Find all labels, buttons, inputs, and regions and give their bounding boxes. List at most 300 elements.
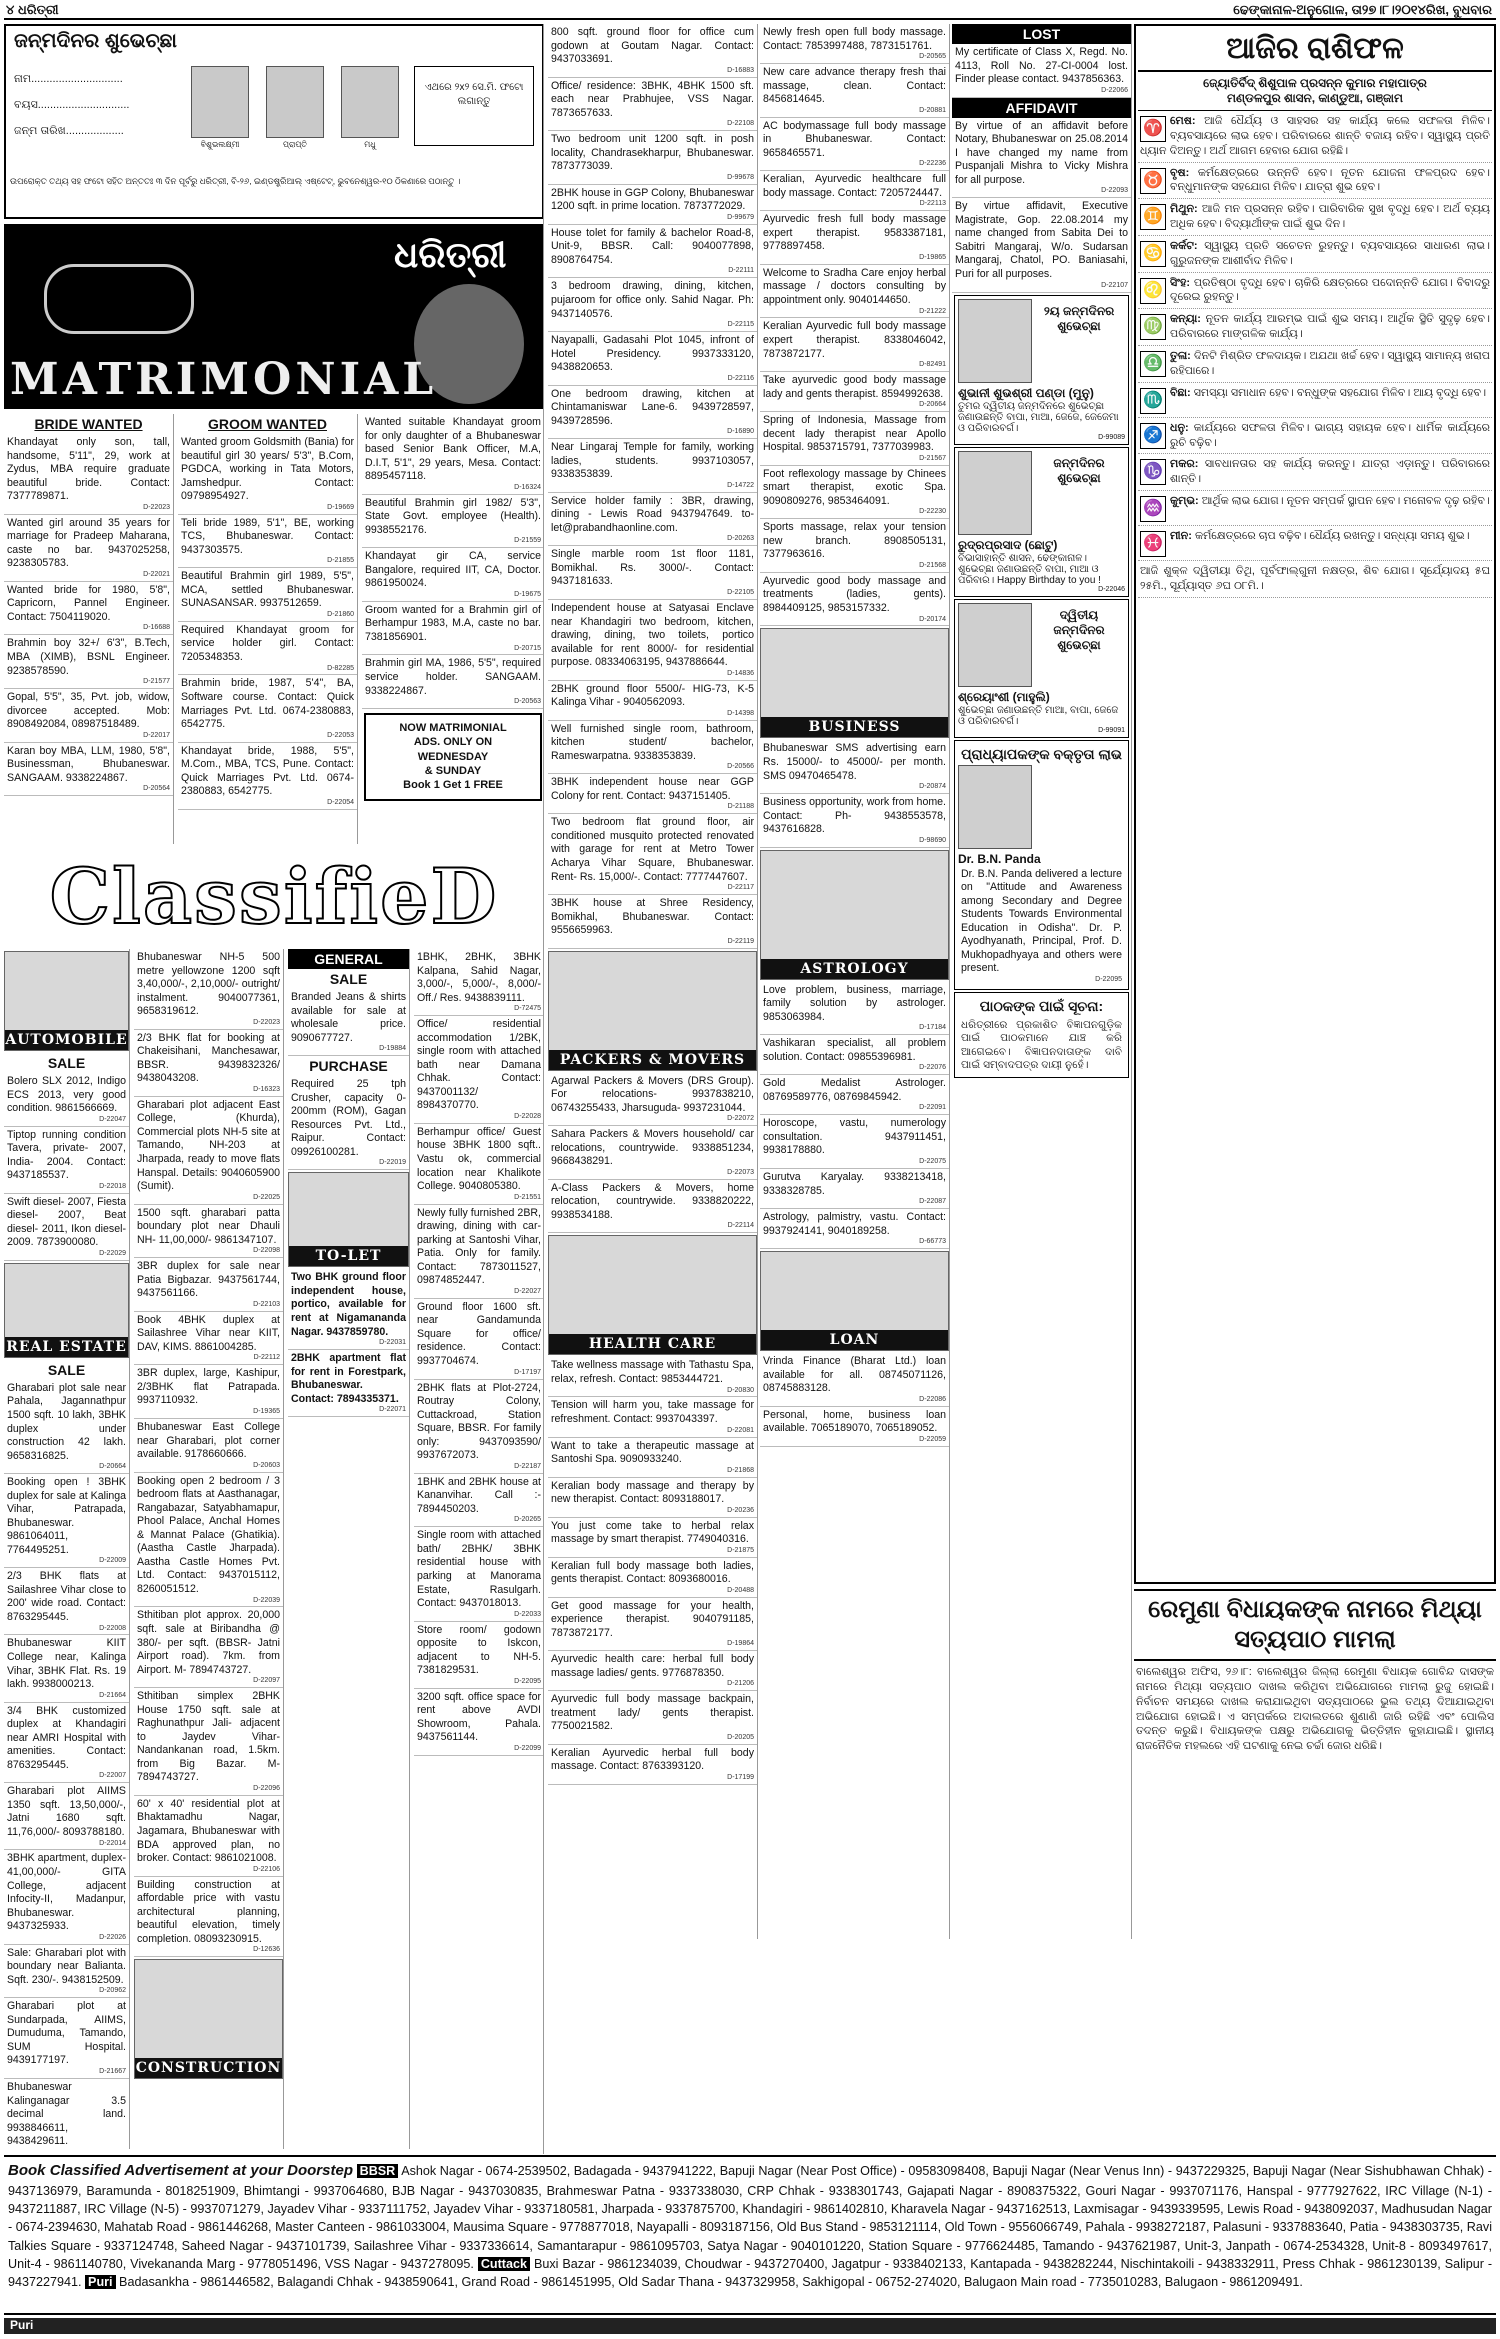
classified-ad bbox=[288, 1076, 409, 1170]
ad-text: Two bedroom flat ground floor, air conditioned musquito protected renovated with garage for rent at Metro Tower Acharya Vihar Square, Bhubaneswar. Rent- Rs. 15,000/-. Contact: 7777447607. bbox=[551, 816, 754, 883]
classified-ad bbox=[548, 721, 757, 775]
matrimonial-banner bbox=[4, 224, 544, 409]
classified-ad bbox=[548, 131, 757, 185]
classified-ad bbox=[362, 655, 544, 709]
zodiac-wheel-image bbox=[760, 850, 949, 980]
ad-text: Teli bride 1989, 5'1", BE, working TCS, Bhubaneswar. Contact: 9437303575. bbox=[181, 516, 354, 556]
ad-text: Vrinda Finance (Bharat Ltd.) loan available for all. 08745071126, 08745883128. bbox=[763, 1355, 946, 1395]
bottom-strip bbox=[4, 2318, 1496, 2334]
classified-ad bbox=[760, 794, 949, 848]
classified-ad bbox=[414, 1474, 544, 1528]
classified-ad bbox=[548, 600, 757, 681]
ad-text: Vashikaran specialist, all problem solution. Contact: 09855396981. bbox=[763, 1037, 946, 1063]
ad-text: Sthitiban simplex 2BHK House 1750 sqft. sale at Raghunathpur Jali- adjacent to Jaydev Vihar- Nandankanan road, 1.5km. from Big Bazar. M- 7894743727. bbox=[137, 1690, 280, 1784]
zodiac-icon: ♊ bbox=[1140, 204, 1166, 230]
ad-code: D-22093 bbox=[1101, 187, 1128, 195]
ad-code: D-22091 bbox=[919, 1104, 946, 1112]
ad-text: Independent house at Satyasai Enclave near Khandagiri two bedroom, kitchen, drawing, dining, two toilets, portico available for rent 8000/- for residential purpose. 08334063195, 9437886644. bbox=[551, 601, 754, 669]
ad-code: D-99091 bbox=[1098, 726, 1125, 734]
business-label: BUSINESS bbox=[761, 717, 948, 737]
ad-text: 3BHK apartment, duplex- 41,00,000/- GITA College, adjacent Infocity-II, Madanpur, Bhubaneswar. 9437325933. bbox=[7, 1852, 126, 1933]
ad-text: Single marble room 1st floor 1181, Bomikhal. Rs. 3000/-. Contact: 9437181633. bbox=[551, 548, 754, 588]
ad-code: D-22103 bbox=[253, 1300, 280, 1308]
classified-ad bbox=[760, 1115, 949, 1169]
ad-code: D-22095 bbox=[514, 1677, 541, 1685]
principal-body: Dr. B.N. Panda delivered a lecture on "Attitude and Awareness among Secondary and Degree Students Towards Environmental Education in Odisha". Dr. P. Ayodhyanath, Principal, Prof. D. Mukhopadhyaya and others were present. bbox=[961, 867, 1122, 975]
matrimonial-title: MATRIMONIAL bbox=[10, 354, 438, 405]
rentals-column bbox=[548, 24, 758, 1939]
classified-ad bbox=[760, 265, 949, 319]
classified-ad bbox=[134, 1030, 283, 1097]
ad-code: D-22025 bbox=[253, 1193, 280, 1201]
classified-ad bbox=[4, 635, 173, 689]
ad-code: D-22230 bbox=[919, 508, 946, 516]
ad-code: D-21855 bbox=[327, 557, 354, 565]
ad-code: D-21188 bbox=[727, 803, 754, 811]
zodiac-icon: ♉ bbox=[1140, 168, 1166, 194]
ad-code: D-22026 bbox=[99, 1933, 126, 1941]
classified-ad bbox=[548, 278, 757, 332]
ad-code: D-20205 bbox=[727, 1733, 754, 1741]
classified-ad bbox=[414, 1622, 544, 1689]
drum-illustration bbox=[44, 264, 194, 334]
ad-text: Ayurvedic fresh full body massage expert therapist. 9583387181, 9778897458. bbox=[763, 213, 946, 253]
child-photo bbox=[958, 451, 1032, 535]
ad-text: Tension will harm you, take massage for refreshment. Contact: 9937043397. bbox=[551, 1399, 754, 1426]
services-column bbox=[760, 24, 950, 1939]
puri-centres: Badasankha - 9861446582, Balagandi Chhak - 9438590641, Grand Road - 9861451995, Old Sadar Thana - 9437329958, Sakhigopal - 06752-274020, Balugaon Main road - 7735010283, Balugaon - 9861209491. bbox=[119, 2275, 1303, 2289]
classified-ad bbox=[134, 1258, 283, 1312]
stethoscope-image bbox=[548, 1235, 757, 1355]
ad-text: Gharabari plot adjacent East College, (Khurda), Commercial plots NH-5 site at Tamando, NH-203 at Jharpada, ready to move flats Hanspal. Details: 9040605900 (Sumit). bbox=[137, 1098, 280, 1193]
wish-text: ଶୁଭେଚ୍ଛା ଜଣାଉଛନ୍ତି ମାଆ, ବାପା, ଜେଜେ ଓ ପରିବାରବର୍ଗ। bbox=[958, 704, 1119, 727]
ad-text: Horoscope, vastu, numerology consultation. 9437911451, 9938178880. bbox=[763, 1117, 946, 1157]
left-section bbox=[4, 24, 544, 2154]
ad-text: Beautiful Brahmin girl 1982/ 5'3", State Govt. employee (Health). 9938552176. bbox=[365, 496, 541, 536]
zodiac-icon: ♋ bbox=[1140, 241, 1166, 267]
ad-code: D-22113 bbox=[919, 200, 946, 208]
principal-caption: Dr. B.N. Panda bbox=[958, 851, 1041, 866]
bride-wanted-heading: BRIDE WANTED bbox=[34, 416, 143, 432]
classified-ad bbox=[362, 548, 544, 602]
ad-code: D-72475 bbox=[514, 1005, 541, 1013]
classified-ad bbox=[548, 1357, 757, 1397]
ad-text: AC bodymassage full body massage in Bhubaneswar. Contact: 9658465571. bbox=[763, 119, 946, 159]
sign-name: ସିଂହ: bbox=[1170, 276, 1191, 289]
classified-ad bbox=[760, 372, 949, 412]
ad-code: D-22023 bbox=[143, 503, 170, 511]
wish-text: ବିଭାସାହାନ୍ତି ଶାସନ, ଢେଙ୍କାନାଳ। ଶୁଭେଚ୍ଛା ଜଣାଉଛନ୍ତି ବାପା, ମାଆ ଓ ପରିବାର। Happy Birthday to you ! bbox=[958, 552, 1101, 586]
classified-ad bbox=[548, 1397, 757, 1437]
sign-name: ମକର: bbox=[1170, 458, 1199, 471]
ad-text: Want to take a therapeutic massage at Santoshi Spa. 9090933240. bbox=[551, 1439, 754, 1466]
zodiac-icon: ♐ bbox=[1140, 423, 1166, 449]
ad-code: D-21577 bbox=[143, 678, 170, 686]
matrimonial-columns bbox=[4, 414, 544, 844]
ad-text: 3BHK house at Shree Residency, Bomikhal, Bhubaneswar. Contact: 9556659963. bbox=[551, 897, 754, 937]
ad-code: D-20664 bbox=[99, 1463, 126, 1471]
photo-caption: ମଧୁ bbox=[364, 140, 376, 149]
classified-ad bbox=[548, 1478, 757, 1518]
ad-text: Office/ residence: 3BHK, 4BHK 1500 sft. each near Prabhujee, VSS Nagar. 7873657633. bbox=[551, 79, 754, 119]
classified-ad bbox=[134, 1473, 283, 1608]
classified-ad bbox=[760, 1035, 949, 1075]
ad-text: 2/3 BHK flats at Sailashree Vihar close to 200' wide road. Contact: 8763295445. bbox=[7, 1570, 126, 1623]
classified-ad bbox=[362, 602, 544, 656]
ad-code: D-22087 bbox=[919, 1198, 946, 1206]
ad-code: D-16890 bbox=[727, 428, 754, 436]
loan-label: LOAN bbox=[761, 1330, 948, 1350]
lost-heading: LOST bbox=[952, 24, 1131, 44]
zodiac-sign-entry bbox=[1138, 383, 1492, 418]
notice-line: Book 1 Get 1 FREE bbox=[403, 779, 503, 792]
ad-text: Gold Medalist Astrologer. 08769589776, 08769845942. bbox=[763, 1077, 946, 1103]
notice-line: NOW MATRIMONIAL bbox=[399, 722, 507, 735]
news-body: ବାଲେଶ୍ୱର ଅଫିସ, ୨୬।୮: ବାଲେଶ୍ୱର ଜିଲ୍ଲା ରେମୁଣା ବିଧାୟକ ଗୋବିନ୍ଦ ଦାସଙ୍କ ନାମରେ ମିଥ୍ୟା ସତ୍ୟପାଠ ଦାଖଲ କରିଥିବା ଅଭିଯୋଗରେ ମାମଲା ରୁଜୁ ହୋଇଛି। ନିର୍ବାଚନ ସମୟରେ ଦାଖଲ କରାଯାଇଥିବା ସତ୍ୟପାଠରେ ଭୁଲ ତଥ୍ୟ ଦିଆଯାଇଥିବା ଅଭିଯୋଗ ହୋଇଛି। ଏ ସମ୍ପର୍କରେ ଅଦାଲତରେ ଶୁଣାଣି ଜାରି ରହିଛି ଏବଂ ପୋଲିସ ତଦନ୍ତ କରୁଛି। ବିଧାୟକଙ୍କ ପକ୍ଷରୁ ଅଭିଯୋଗକୁ ଭିତ୍ତିହୀନ କୁହାଯାଇଛି। ସ୍ଥାନୀୟ ରାଜନୈତିକ ମହଲରେ ଏହି ଘଟଣାକୁ ନେଇ ଚର୍ଚ୍ଚା ଜୋର ଧରିଛି। bbox=[1136, 1666, 1494, 1753]
general-heading: GENERAL bbox=[288, 949, 409, 969]
ad-text: Store room/ godown opposite to Iskcon, adjacent to NH-5. 7381829531. bbox=[417, 1623, 541, 1677]
ad-code: D-20566 bbox=[727, 763, 754, 771]
classified-ad bbox=[760, 211, 949, 265]
ad-code: D-20603 bbox=[253, 1461, 280, 1469]
ad-text: Ayurvedic full body massage backpain, treatment lady/ gents therapist. 7750021582. bbox=[551, 1693, 754, 1733]
ad-text: 3200 sqft. office space for rent above AVDI Showroom, Pahala. 9437561144. bbox=[417, 1690, 541, 1744]
birthday-form-title: ଜନ୍ମଦିନର ଶୁଭେଚ୍ଛା bbox=[14, 30, 177, 52]
ad-code: D-22071 bbox=[379, 1406, 406, 1414]
ad-code: D-20881 bbox=[919, 106, 946, 114]
right-section bbox=[1134, 24, 1496, 2154]
classified-ad bbox=[134, 1688, 283, 1796]
sign-prediction: ଆଜି ଧୈର୍ଯ୍ୟ ଓ ସାହସର ସହ କାର୍ଯ୍ୟ କଲେ ସଫଳତା ମିଳିବ। ବ୍ୟବସାୟରେ ଲାଭ ହେବ। ପରିବାରରେ ଶାନ୍ତି ବଜାୟ ରହିବ। ସ୍ୱାସ୍ଥ୍ୟ ପ୍ରତି ଧ୍ୟାନ ଦିଅନ୍ତୁ। ଅର୍ଥ ଆଗମ ହେବାର ଯୋଗ ରହିଛି। bbox=[1140, 115, 1490, 157]
ad-text: 2BHK flats at Plot-2724, Routray Colony, Cuttackroad, Station Square, BBSR. For family only: 9437093590/ 9937672073. bbox=[417, 1381, 541, 1462]
astrologer-credit bbox=[1138, 72, 1492, 111]
ad-text: Booking open 2 bedroom / 3 bedroom flats at Aasthanagar, Rangabazar, Satyabhamapur, Phool Palace, Anchal Homes & Mannat Palace (Ghatikia). (Aastha Castle Jharpada). Aastha Castle Homes Pvt. Ltd. Contact: 9437015112, 8260051512. bbox=[137, 1474, 280, 1595]
truck-image bbox=[548, 951, 757, 1071]
ad-text: 3/4 BHK customized duplex at Khandagiri near AMRI Hospital with amenities. Contact: 8763295445. bbox=[7, 1704, 126, 1771]
zodiac-icon: ♑ bbox=[1140, 459, 1166, 485]
ad-text: Two bedroom unit 1200 sqft. in posh locality, Chandrasekharpur, Bhubaneswar. 7873773039. bbox=[551, 133, 754, 173]
tolet-column bbox=[414, 949, 544, 2149]
birthday-form-note: ଉପରୋକ୍ତ ତଥ୍ୟ ସହ ଫଟୋ ସହିତ ଅନ୍ତତଃ ୩ ଦିନ ପୂର୍ବରୁ ଧରିତ୍ରୀ, ବି-୨୬, ଇଣ୍ଡଷ୍ଟ୍ରିଆଲ୍ ଏଷ୍ଟେଟ୍, ଭୁବନେଶ୍ୱର-୧୦ ଠିକଣାରେ ପଠାନ୍ତୁ । bbox=[10, 176, 461, 186]
ad-text: Swift diesel- 2007, Fiesta diesel- 2007, Beat diesel- 2011, Ikon diesel- 2009. 7873900080. bbox=[7, 1195, 126, 1249]
classified-ad bbox=[952, 198, 1131, 292]
ad-code: D-20962 bbox=[99, 1987, 126, 1995]
groom-wanted-column bbox=[178, 414, 358, 844]
classified-ad bbox=[760, 24, 949, 64]
notice-line: & SUNDAY bbox=[424, 764, 482, 777]
money-image bbox=[760, 1251, 949, 1351]
classified-ad bbox=[548, 895, 757, 949]
ad-text: House tolet for family & bachelor Road-8, Unit-9, BBSR. Call: 9040077898, 8908764754. bbox=[551, 226, 754, 266]
affidavit-heading: AFFIDAVIT bbox=[952, 98, 1131, 118]
ad-text: Groom wanted for a Brahmin girl of Berhampur 1983, M.A, caste no bar. 7381856901. bbox=[365, 603, 541, 643]
classified-ad bbox=[414, 1689, 544, 1756]
ad-text: Booking open ! 3BHK duplex for sale at Kalinga Vihar, Patrapada, Bhubaneswar. 9861064011, 7764495251. bbox=[7, 1476, 126, 1556]
classified-ad bbox=[760, 1353, 949, 1407]
zodiac-sign-entry bbox=[1138, 418, 1492, 455]
photo-caption: ବିଶୁଭଲକ୍ଷ୍ମୀ bbox=[200, 140, 240, 149]
classified-ad bbox=[178, 675, 357, 742]
notice-line: ADS. ONLY ON bbox=[413, 736, 493, 749]
classified-ad bbox=[548, 1126, 757, 1180]
ad-code: D-20564 bbox=[143, 785, 170, 793]
wish-title: ୨ୟ ଜନ୍ମଦିନର ଶୁଭେଚ୍ଛା bbox=[1043, 303, 1115, 333]
booking-centres-footer bbox=[4, 2155, 1496, 2315]
ad-text: Wanted groom Goldsmith (Bania) for beautiful girl 30 years/ 5'3", B.Com, PGDCA, working in Tata Motors, Jamshedpur. Contact: 09798954927. bbox=[181, 436, 354, 503]
ad-text: 2/3 BHK flat for booking at Chakeisihani, Manchesawar, BBSR. 9439832326/ 9438043208. bbox=[137, 1031, 280, 1085]
classified-ad bbox=[178, 568, 357, 622]
classified-ad bbox=[4, 1850, 129, 1944]
ad-code: D-19884 bbox=[379, 1045, 406, 1053]
classified-ad bbox=[760, 412, 949, 466]
ad-text: Single room with attached bath/ 2BHK/ 3BHK residential house with parking at Manorama Estate, Rasulgarh. Contact: 9437018013. bbox=[417, 1529, 541, 1610]
ad-text: Gharabari plot sale near Pahala, Jagannathpur 1500 sqft. 10 lakh, 3BHK duplex under construction 42 lakh. 9658316825. bbox=[7, 1381, 126, 1462]
ad-text: Sthitiban plot approx. 20,000 sqft. sale at Biribandha @ 380/- per sqft. (BBSR- Jatni Airport road). 7km. from Airport. M- 7894743727. bbox=[137, 1609, 280, 1676]
ad-code: D-22029 bbox=[99, 1249, 126, 1257]
automobile-label: AUTOMOBILE bbox=[5, 1032, 128, 1048]
sign-name: ଧନୁ: bbox=[1170, 421, 1189, 434]
ad-code: D-17199 bbox=[727, 1774, 754, 1782]
photo-placeholder-box: ଏଥରେ ୨x୨ ସେ.ମି. ଫଟୋ ଲଗାନ୍ତୁ bbox=[414, 66, 534, 146]
ad-code: D-16688 bbox=[143, 624, 170, 632]
ad-text: Astrology, palmistry, vastu. Contact: 9937924141, 9040189258. bbox=[763, 1211, 946, 1237]
reader-notice bbox=[954, 992, 1129, 1078]
ad-text: Bhubaneswar KIIT College near, Kalinga Vihar, 3BHK Flat. Rs. 19 lakh. 9938000213. bbox=[7, 1637, 126, 1691]
zodiac-sign-entry bbox=[1138, 163, 1492, 200]
classified-ad bbox=[414, 1527, 544, 1621]
astrologer-name: ଜ୍ୟୋତିର୍ବିଦ୍ ଶିଶୁପାଳ ପ୍ରସନ୍ନ କୁମାର ମହାପାତ୍ର bbox=[1203, 76, 1427, 90]
sign-prediction: କର୍ମକ୍ଷେତ୍ରରେ ଉନ୍ନତି ହେବ। ନୂତନ ଯୋଜନା ଫଳପ୍ରଦ ହେବ। ବନ୍ଧୁମାନଙ୍କ ସହଯୋଗ ମିଳିବ। ଯାତ୍ରା ଶୁଭ ହେବ। bbox=[1170, 166, 1490, 194]
ad-text: 3BR duplex for sale near Patia Bigbazar. 9437561744, 9437561166. bbox=[137, 1260, 280, 1300]
ad-text: 1500 sqft. gharabari patta boundary plot near Dhauli NH- 11,00,000/- 9861347107. bbox=[137, 1206, 280, 1246]
principal-text bbox=[958, 866, 1125, 986]
wish-text: ତୁମର ଦ୍ୱିତୀୟ ଜନ୍ମଦିନରେ ଶୁଭେଚ୍ଛା ଜଣାଉଛନ୍ତି ବାପା, ମାଆ, ଜେଜେ, ଜେଜେମା ଓ ପରିବାରବର୍ଗ। bbox=[958, 400, 1119, 434]
classified-ad bbox=[760, 171, 949, 211]
ad-code: D-22096 bbox=[253, 1784, 280, 1792]
ad-text: Required 25 tph Crusher, capacity 0-200mm (ROM), Gagan Resources Pvt. Ltd., Raipur. Contact: 09926100281. bbox=[291, 1078, 406, 1158]
ad-code: D-22116 bbox=[727, 374, 754, 382]
classified-ad bbox=[178, 743, 357, 810]
news-story bbox=[1134, 1589, 1496, 2149]
ad-code: D-22059 bbox=[919, 1435, 946, 1443]
ad-text: Newly fully furnished 2BR, drawing, dining with car-parking at Santoshi Vihar, Patia. Only for family. Contact: 7873011527, 09874852447. bbox=[417, 1206, 541, 1287]
car-image bbox=[4, 951, 129, 1051]
sign-name: କୁମ୍ଭ: bbox=[1170, 495, 1199, 508]
ad-text: Beautiful Brahmin girl 1989, 5'5", MCA, settled Bhubaneswar. SUNASANSAR. 9937512659. bbox=[181, 570, 354, 610]
classified-ad bbox=[952, 118, 1131, 199]
sign-name: କନ୍ୟା: bbox=[1170, 313, 1201, 326]
classified-ad bbox=[178, 434, 357, 515]
ad-code: D-99678 bbox=[727, 173, 754, 181]
classified-ad bbox=[4, 1703, 129, 1784]
classified-ad bbox=[760, 1407, 949, 1447]
property-column bbox=[134, 949, 284, 2149]
ad-text: Bhubaneswar NH-5 500 metre yellowzone 1200 sqft 3,40,000/-, 2,10,000/- outright/ instalment. 9040077361, 9658319612. bbox=[137, 951, 280, 1018]
automobile-realestate-column bbox=[4, 949, 130, 2149]
classified-ad bbox=[134, 1877, 283, 1958]
ad-code: D-22073 bbox=[727, 1168, 754, 1176]
classified-banner: ClassifieD bbox=[4, 849, 544, 945]
ad-code: D-22019 bbox=[379, 1159, 406, 1167]
ad-text: Office/ residential accommodation 1/2BK, single room with attached bath near Damana Chhak. Contact: 9437001132/ 8984370770. bbox=[417, 1018, 541, 1112]
ad-code: D-22017 bbox=[143, 731, 170, 739]
photo-caption: ପ୍ରାପ୍ତି bbox=[282, 140, 308, 149]
ad-text: Building construction at affordable price with vastu architectural planning, beautiful elevation, timely completion. 08093230915. bbox=[137, 1878, 280, 1945]
zodiac-icon: ♍ bbox=[1140, 314, 1166, 340]
page-header bbox=[4, 0, 1496, 20]
ad-text: Tiptop running condition Tavera, private- 2007, India- 2004. Contact: 9437185537. bbox=[7, 1128, 126, 1182]
classified-ad bbox=[414, 1205, 544, 1299]
birthday-form-fields bbox=[14, 66, 184, 144]
ad-code: D-22095 bbox=[1095, 975, 1122, 983]
wish-title: ଦ୍ୱିତୀୟ ଜନ୍ମଦିନର ଶୁଭେଚ୍ଛା bbox=[1053, 607, 1105, 652]
classified-ad bbox=[548, 774, 757, 814]
classified-ad bbox=[760, 64, 949, 118]
ad-code: D-22046 bbox=[1098, 585, 1125, 593]
classified-ad bbox=[760, 466, 949, 520]
ad-code: D-21860 bbox=[327, 610, 354, 618]
page-number: ୪ ଧରିତ୍ରୀ bbox=[6, 2, 59, 17]
birthday-wish bbox=[954, 295, 1129, 445]
classified-ad bbox=[548, 24, 757, 78]
classified-ad bbox=[4, 1568, 129, 1635]
ad-text: Gharabari plot at Sundarpada, AIIMS, Dumuduma, Tamando, SUM Hospital. 9439177197. bbox=[7, 2000, 126, 2067]
ad-code: D-22097 bbox=[253, 1677, 280, 1685]
ad-code: D-20715 bbox=[514, 644, 541, 652]
wish-title: ଜନ୍ମଦିନର ଶୁଭେଚ୍ଛା bbox=[1053, 455, 1105, 485]
classified-ad bbox=[760, 118, 949, 172]
child-photo bbox=[266, 66, 324, 138]
child-photo bbox=[191, 66, 249, 138]
classified-ad bbox=[134, 1419, 283, 1473]
principal-photo bbox=[958, 765, 1032, 849]
ad-text: Brahmin boy 32+/ 6'3", B.Tech, MBA (XIMB), BSNL Engineer. 9238578590. bbox=[7, 637, 170, 677]
classified-ad bbox=[134, 949, 283, 1030]
tolet-label: TO-LET bbox=[289, 1246, 408, 1266]
classified-ad bbox=[952, 44, 1131, 98]
wish-name: ଶୁଭାନୀ ଶୁଭଶ୍ରୀ ପଣ୍ଡା (ମୁନୁ) bbox=[958, 385, 1094, 400]
ad-text: Keralian, Ayurvedic healthcare full body massage. Contact: 7205724447. bbox=[763, 173, 946, 199]
ad-code: D-20565 bbox=[919, 53, 946, 61]
classified-ad bbox=[414, 949, 544, 1016]
ad-text: 1BHK, 2BHK, 3BHK Kalpana, Sahid Nagar, 3,000/-, 5,000/-, 8,000/- Off./ Res. 9438839111. bbox=[417, 951, 541, 1004]
ad-text: Get good massage for your health, experience therapist. 9040791185, 7873872177. bbox=[551, 1599, 754, 1639]
ad-code: D-22054 bbox=[327, 798, 354, 806]
classified-ad bbox=[4, 743, 173, 797]
classified-ad bbox=[4, 1194, 129, 1261]
realestate-label: REAL ESTATE bbox=[6, 1338, 127, 1355]
ad-code: D-22107 bbox=[1101, 281, 1128, 289]
ad-code: D-22014 bbox=[99, 1839, 126, 1847]
ad-code: D-22236 bbox=[919, 160, 946, 168]
sign-prediction: ସାବଧାନତାର ସହ କାର୍ଯ୍ୟ କରନ୍ତୁ। ଯାତ୍ରା ଏଡ଼ାନ୍ତୁ। ପରିବାରରେ ଶାନ୍ତି। bbox=[1170, 458, 1491, 486]
sign-name: ମିଥୁନ: bbox=[1170, 203, 1198, 216]
ad-code: D-21667 bbox=[99, 2068, 126, 2076]
classified-ad bbox=[4, 515, 173, 582]
ad-code: D-22009 bbox=[99, 1557, 126, 1565]
classified-ad bbox=[548, 1518, 757, 1558]
ad-code: D-22098 bbox=[253, 1247, 280, 1255]
ad-text: Wanted bride for 1980, 5'8", Capricorn, Pannel Engineer. Contact: 7504119020. bbox=[7, 583, 170, 623]
zodiac-icon: ♏ bbox=[1140, 388, 1166, 414]
notice-line: WEDNESDAY bbox=[417, 750, 489, 763]
form-field-dob: ଜନ୍ମ ତାରିଖ................... bbox=[14, 125, 124, 137]
news-headline: ରେମୁଣା ବିଧାୟକଙ୍କ ନାମରେ ମିଥ୍ୟା ସତ୍ୟପାଠ ମାମଲା bbox=[1134, 1589, 1496, 1661]
principal-lecture bbox=[954, 740, 1129, 990]
classified-ad bbox=[548, 1438, 757, 1478]
ad-text: Gharabari plot AIIMS 1350 sqft. 13,50,000/-, Jatni 1680 sqft. 11,76,000/- 8093788180. bbox=[7, 1785, 126, 1838]
reader-notice-text: ଧରିତ୍ରୀରେ ପ୍ରକାଶିତ ବିଜ୍ଞାପନଗୁଡ଼ିକ ପାଇଁ ପାଠକମାନେ ଯାଞ୍ଚ କରି ଆଗେଇବେ। ବିଜ୍ଞାପନଦାତାଙ୍କ ଦାବି ପାଇଁ ସମ୍ବାଦପତ୍ର ଦାୟୀ ନୁହେଁ। bbox=[961, 1018, 1122, 1072]
ad-code: D-22076 bbox=[919, 1064, 946, 1072]
ad-text: Gopal, 5'5", 35, Pvt. job, widow, divorcee accepted. Mob: 8908492084, 08987518489. bbox=[7, 691, 170, 731]
classified-ad bbox=[760, 573, 949, 627]
ad-code: D-14398 bbox=[727, 709, 754, 717]
classified-ad bbox=[548, 1691, 757, 1745]
ad-text: Gurutva Karyalay. 9338213418, 9338328785. bbox=[763, 1170, 946, 1197]
ad-code: D-22108 bbox=[727, 120, 754, 128]
ad-code: D-19865 bbox=[919, 253, 946, 261]
classified-ad bbox=[548, 681, 757, 721]
ad-text: 3BR duplex, large, Kashipur, 2/3BHK flat Patrapada. 9937110932. bbox=[137, 1367, 280, 1407]
ad-code: D-19365 bbox=[253, 1408, 280, 1416]
child-photo bbox=[341, 66, 399, 138]
ad-code: D-20664 bbox=[919, 401, 946, 409]
classified-ad bbox=[134, 1607, 283, 1688]
classified-ad bbox=[4, 1380, 129, 1474]
classified-ad bbox=[4, 1127, 129, 1194]
ad-code: D-20563 bbox=[514, 698, 541, 706]
zodiac-icon: ♒ bbox=[1140, 496, 1166, 522]
classified-ad bbox=[548, 225, 757, 279]
ad-text: Well furnished single room, bathroom, kitchen student/ bachelor, Rameswarpatna. 9338353839. bbox=[551, 722, 754, 762]
healthcare-label: HEALTH CARE bbox=[549, 1334, 756, 1354]
classified-ad bbox=[548, 814, 757, 895]
ad-text: Ground floor 1600 sft. near Gandamunda Square for office/ residence. Contact: 9937704674. bbox=[417, 1300, 541, 1368]
dateline: ଢେଙ୍କାନାଳ-ଅନୁଗୋଳ, ତା୨୭।୮।୨୦୧୪ରିଖ, ବୁଧବାର bbox=[1233, 2, 1492, 17]
ad-text: By virtue affidavit, Executive Magistrate, Gop. 22.08.2014 my name changed from Sabita Dei to Sabitri Mangaraj, W/o. Sudarsan Mangaraj, Chatol, PO. Baniasahi, Puri for all purposes. bbox=[955, 200, 1128, 281]
ad-text: Khandayat only son, tall, handsome, 5'11", 29, work at Zydus, MBA require graduate beautiful bride. Contact: 7377789871. bbox=[7, 436, 170, 503]
ad-code: D-20830 bbox=[727, 1386, 754, 1394]
zodiac-icon: ♌ bbox=[1140, 278, 1166, 304]
classified-ad bbox=[760, 982, 949, 1036]
footer-heading: Book Classified Advertisement at your Doorstep bbox=[8, 2162, 353, 2179]
ad-code: D-20874 bbox=[919, 783, 946, 791]
ad-code: D-22115 bbox=[727, 321, 754, 329]
classified-ad bbox=[134, 1312, 283, 1366]
ad-text: Keralian full body massage both ladies, gents therapist. Contact: 8093680016. bbox=[551, 1559, 754, 1586]
ad-text: 2BHK apartment flat for rent in Forestpark, Bhubaneswar. Contact: 7894335371. bbox=[291, 1352, 406, 1405]
ad-text: Keralian Ayurvedic herbal full body massage. Contact: 8763393120. bbox=[551, 1746, 754, 1773]
ad-text: Brahmin girl MA, 1986, 5'5", required service holder. SANGAAM. 9338224867. bbox=[365, 657, 541, 697]
ad-code: D-22023 bbox=[253, 1018, 280, 1026]
form-field-age: ବୟସ.............................. bbox=[14, 99, 130, 111]
ad-code: D-22117 bbox=[727, 884, 754, 892]
zodiac-sign-entry bbox=[1138, 454, 1492, 491]
ad-text: Newly fresh open full body massage. Contact: 7853997488, 7873151761. bbox=[763, 26, 946, 52]
sign-name: ତୁଳା: bbox=[1170, 349, 1191, 362]
zodiac-sign-entry bbox=[1138, 273, 1492, 310]
ad-text: Two BHK ground floor independent house, portico, available for rent at Nigamananda Nagar. 9437859780. bbox=[291, 1271, 406, 1338]
ad-code: D-22027 bbox=[514, 1287, 541, 1295]
classified-ad bbox=[760, 1169, 949, 1209]
ad-code: D-21568 bbox=[919, 561, 946, 569]
ad-text: 800 sqft. ground floor for office cum godown at Goutam Nagar. Contact: 9437033691. bbox=[551, 26, 754, 66]
classified-ad bbox=[548, 546, 757, 600]
ad-code: D-22106 bbox=[253, 1865, 280, 1873]
ad-text: Love problem, business, marriage, family solution by astrologer. 9853063984. bbox=[763, 983, 946, 1023]
general-column bbox=[288, 949, 410, 2149]
city-tag-puri: Puri bbox=[85, 2275, 116, 2289]
